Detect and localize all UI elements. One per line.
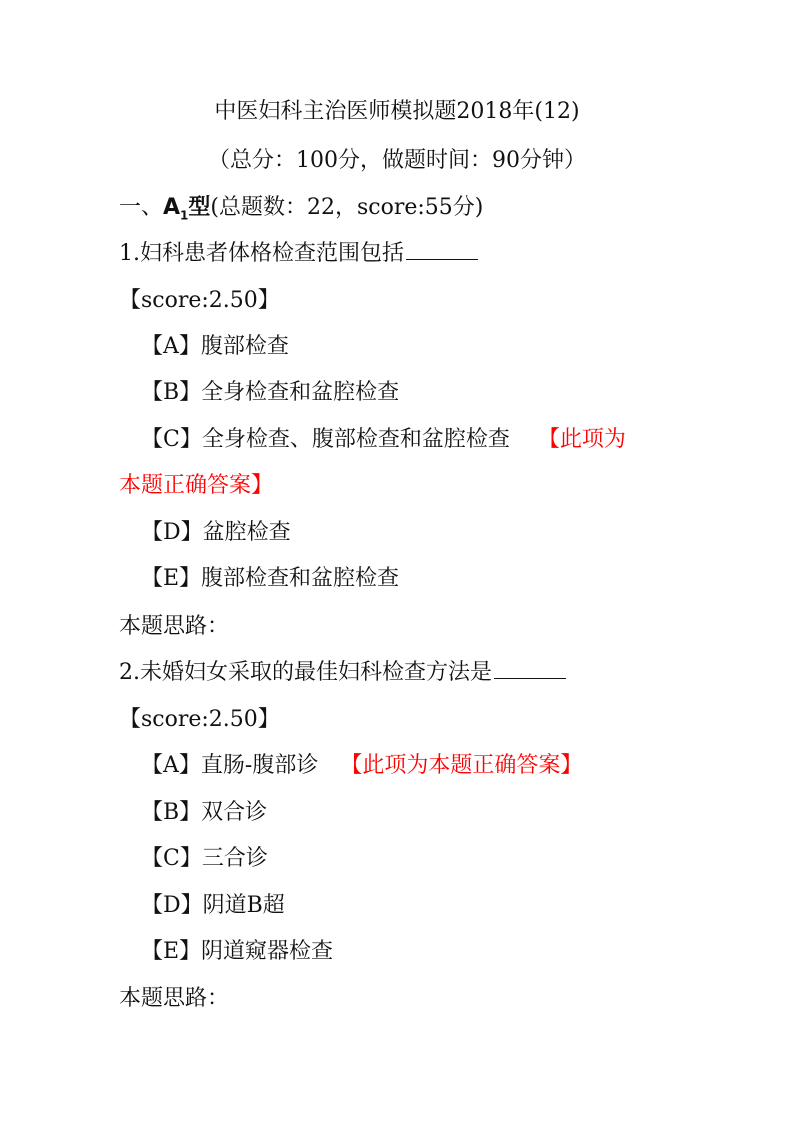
analysis-label: 本题思路： [119, 986, 230, 1011]
option-b: 【B】双合诊 [141, 800, 268, 825]
question-stem-text: 1.妇科患者体格检查范围包括 [119, 241, 404, 266]
option-c [141, 425, 626, 455]
option-d: 【D】阴道B超 [141, 893, 285, 918]
section-info: (总题数：22，score:55分) [210, 195, 484, 220]
option-d: 【D】盆腔检查 [141, 520, 291, 545]
question-score: 【score:2.50】 [119, 707, 280, 732]
section-heading [119, 193, 483, 230]
option-a: 【A】腹部检查 [141, 334, 289, 359]
correct-answer-mark-continued: 本题正确答案】 [119, 473, 274, 498]
question-stem [119, 658, 566, 688]
correct-answer-mark: 【此项为 [537, 427, 626, 452]
answer-blank [494, 660, 566, 679]
section-type-main: A [163, 195, 181, 220]
option-e: 【E】阴道窥器检查 [141, 939, 334, 964]
option-a-text: 【A】直肠-腹部诊 [141, 753, 319, 778]
page-subtitle: （总分：100分，做题时间：90分钟） [208, 148, 586, 173]
option-c-text: 【C】全身检查、腹部检查和盆腔检查 [141, 427, 510, 452]
section-type-sub: 1 [180, 208, 189, 223]
option-e: 【E】腹部检查和盆腔检查 [141, 566, 400, 591]
page-title: 中医妇科主治医师模拟题2018年(12) [214, 99, 580, 124]
answer-blank [406, 241, 478, 260]
section-type-suffix: 型 [188, 195, 211, 220]
question-score: 【score:2.50】 [119, 288, 280, 313]
correct-answer-mark: 【此项为本题正确答案】 [340, 753, 583, 778]
option-a [141, 751, 582, 781]
section-type [163, 195, 211, 223]
question-stem-text: 2.未婚妇女采取的最佳妇科检查方法是 [119, 660, 492, 685]
question-stem [119, 239, 478, 269]
option-c: 【C】三合诊 [141, 846, 268, 871]
option-b: 【B】全身检查和盆腔检查 [141, 380, 400, 405]
analysis-label: 本题思路： [119, 614, 230, 639]
section-prefix: 一、 [119, 195, 164, 220]
